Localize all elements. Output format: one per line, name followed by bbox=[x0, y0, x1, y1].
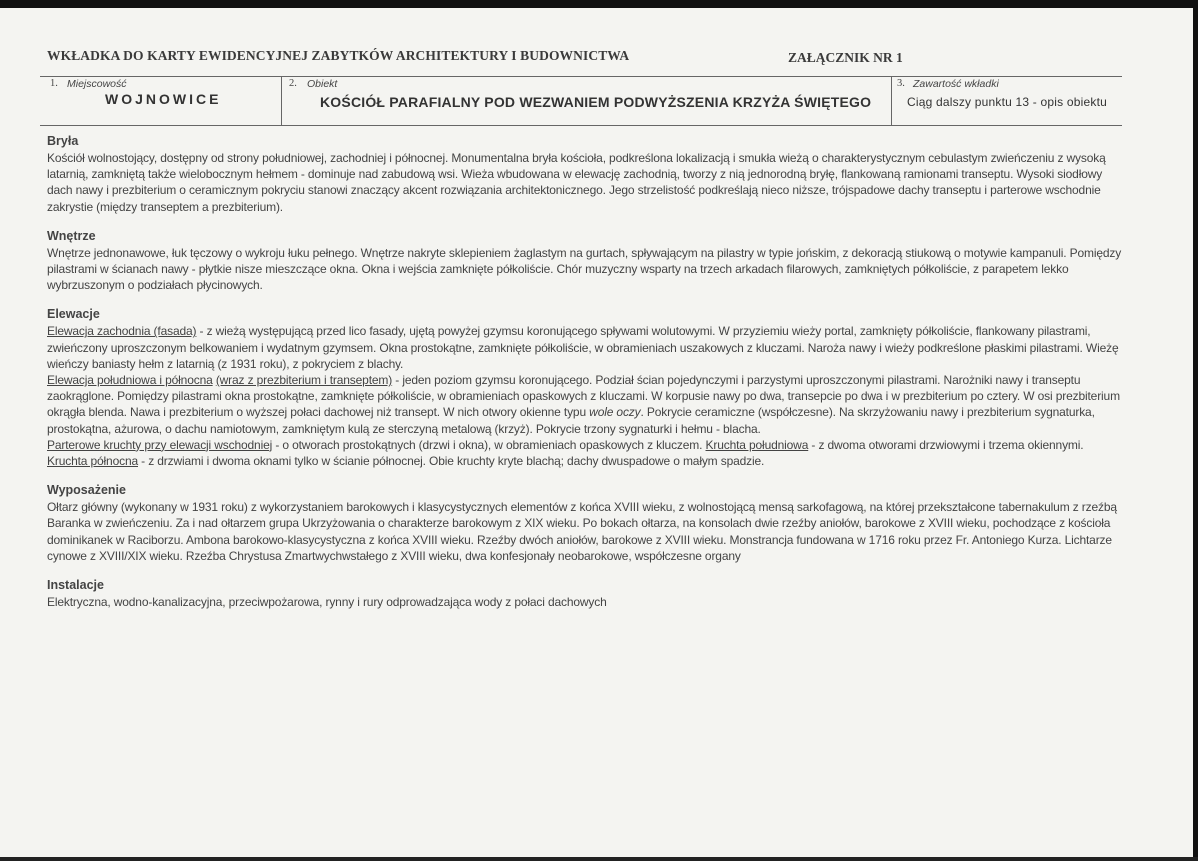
field-locality bbox=[40, 77, 281, 125]
field-label: Miejscowość bbox=[67, 78, 127, 90]
elevation-italic-term: wole oczy bbox=[589, 405, 641, 420]
section-instalacje bbox=[47, 578, 1122, 610]
section-heading: Wnętrze bbox=[47, 228, 96, 243]
porch-north-label: Kruchta północna bbox=[47, 454, 138, 469]
field-number: 3. bbox=[897, 78, 905, 89]
section-text: Elektryczna, wodno-kanalizacyjna, przeciwpożarowa, rynny i rury odprowadzająca wody z połaci dachowych bbox=[47, 595, 607, 610]
section-heading: Instalacje bbox=[47, 578, 104, 593]
annex-number: ZAŁĄCZNIK NR 1 bbox=[788, 50, 903, 65]
elevation-west-label: Elewacja zachodnia (fasada) bbox=[47, 324, 197, 339]
section-wyposazenie bbox=[47, 483, 1122, 564]
scan-border-top bbox=[0, 0, 1198, 8]
scan-border-right bbox=[1193, 0, 1198, 861]
field-value: KOŚCIÓŁ PARAFIALNY POD WEZWANIEM PODWYŻSZENIA KRZYŻA ŚWIĘTEGO bbox=[320, 94, 872, 110]
field-insert-contents bbox=[891, 77, 1123, 125]
scan-border-bottom bbox=[0, 857, 1198, 861]
section-heading: Bryła bbox=[47, 134, 79, 148]
porch-south-text: - z dwoma otworami drzwiowymi i trzema okiennymi. bbox=[808, 437, 1084, 452]
elevation-west-text: - z wieżą występującą przed lico fasady, ujętą powyżej gzymsu koronującego spływami wolutowymi. W przyziemiu wieży portal, zamknięty półkoliście, flankowany pilastrami, zwieńczony uproszczonym belkowaniem i wydatnym gzymsem. Okna prostokątne, zamknięte półkoliście, w obramieniach uszakowych z kluczami. Naroża nawy i wieży podkreślone płaskimi pilastrami. Wieżę wieńczy baniasty hełm z latarnią (z 1931 roku), z pokryciem z blachy. bbox=[47, 324, 1119, 371]
form-title: WKŁADKA DO KARTY EWIDENCYJNEJ ZABYTKÓW ARCHITEKTURY I BUDOWNICTWA bbox=[47, 48, 630, 63]
porches-east-text: - o otworach prostokątnych (drzwi i okna), w obramieniach opaskowych z kluczem. bbox=[272, 437, 706, 452]
elevation-west-paragraph bbox=[47, 323, 1122, 372]
section-heading: Wyposażenie bbox=[47, 483, 126, 498]
porch-north-text: - z drzwiami i dwoma oknami tylko w ścianie północnej. Obie kruchty kryte blachą; dachy dwuspadowe o małym spadzie. bbox=[138, 454, 765, 469]
porches-east-label: Parterowe kruchty przy elewacji wschodniej bbox=[47, 437, 273, 452]
field-object bbox=[281, 77, 892, 125]
field-number: 2. bbox=[289, 78, 297, 89]
header-fields-box bbox=[40, 76, 1122, 126]
porch-south-label: Kruchta południowa bbox=[705, 437, 809, 452]
section-elewacje bbox=[47, 307, 1122, 469]
elevation-south-north-sublabel: (wraz z prezbiterium i transeptem) bbox=[215, 373, 393, 388]
description-content bbox=[47, 134, 1122, 624]
section-text: Wnętrze jednonawowe, łuk tęczowy o wykroju łuku pełnego. Wnętrze nakryte sklepieniem żaglastym na gurtach, spływającym na pilastry w typie jońskim, z dekoracją stiukową o motywie kampanuli. Pomiędzy pilastrami w ścianach nawy - płytkie nisze mieszczące okna. Okna i wejścia zamknięte półkoliście. Chór muzyczny wsparty na trzech arkadach filarowych, zamkniętych półkoliście, z parapetem lekko wybrzuszonym o podziałach płycinowych. bbox=[47, 245, 1122, 293]
field-label: Zawartość wkładki bbox=[913, 78, 999, 90]
field-number: 1. bbox=[50, 78, 58, 89]
field-value: WOJNOWICE bbox=[105, 91, 222, 107]
elevation-south-north-label: Elewacja południowa i północna bbox=[47, 373, 213, 388]
section-bryla bbox=[47, 134, 1122, 215]
section-text: Kościół wolnostojący, dostępny od strony południowej, zachodniej i północnej. Monumentalna bryła kościoła, podkreślona lokalizacją i smukła wieżą o charakterystycznym cebulastym zwieńczeniu z wysoką latarnią, zamkniętą także wielobocznym hełmem - dominuje nad zabudową wsi. Wieża wbudowana w elewację zachodnią, tworzy z nią jednorodną bryłę, flankowaną ramionami transeptu. Wysoki siodłowy dach nawy i prezbiterium o ceramicznym pokryciu stanowi znaczący akcent rozwiązania architektonicznego. Jego strzelistość podkreślają nieco niższe, trójspadowe dachy transeptu i parterowe wschodnie zakrystie (między transeptem a prezbiterium). bbox=[47, 151, 1106, 214]
section-wnetrze bbox=[47, 229, 1122, 294]
elevation-south-north-text-cont: . Pokrycie ceramiczne (współczesne). Na skrzyżowaniu nawy i prezbiterium sygnaturka, prostokątna, ażurowa, o dachu namiotowym, zamkniętym kulą ze sterczyną metalową (krzyż). Pokrycie trzony sygnaturki i hełmu - blacha. bbox=[47, 405, 1095, 436]
section-heading: Elewacje bbox=[47, 307, 100, 322]
elevation-south-north-paragraph bbox=[47, 372, 1122, 437]
field-value: Ciąg dalszy punktu 13 - opis obiektu bbox=[907, 95, 1107, 109]
elevation-south-north-text: - jeden poziom gzymsu koronującego. Podział ścian pojedynczymi i parzystymi uproszczonymi pilastrami. Narożniki nawy i transeptu zaokrąglone. Pomiędzy pilastrami okna prostokątne, zamknięte półkoliście, w obramieniach opaskowych z kluczami. W korpusie nawy po dwa, transepcie po dwa i w prezbiterium po cztery. W osi prezbiterium okrągła blenda. Nawa i prezbiterium o wyższej połaci dachowej niż transept. W nich otwory okienne typu bbox=[47, 373, 1120, 420]
porches-paragraph bbox=[47, 437, 1122, 469]
field-label: Obiekt bbox=[307, 78, 338, 90]
section-text: Ołtarz główny (wykonany w 1931 roku) z wykorzystaniem barokowych i klasycystycznych elementów z końca XVIII wieku, z wolnostojącą mensą sarkofagową, na której przekształcone tabernakulum z rzeźbą Baranka w zwieńczeniu. Za i nad ołtarzem grupa Ukrzyżowania o charakterze barokowym z XIX wieku. Po bokach ołtarza, na konsolach dwie rzeźby aniołów, barokowe z XVIII wieku, pochodzące z kościoła dominikanek w Raciborzu. Ambona barokowo-klasycystyczna z końca XVIII wieku. Rzeźby dwóch aniołów, barokowe z XVIII wieku. Monstrancja fundowana w 1716 roku przez Fr. Antoniego Kurza. Lichtarze cynowe z XVIII/XIX wieku. Rzeźba Chrystusa Zmartwychwstałego z XVIII wieku, dwa konfesjonały neobarokowe, współczesne organy bbox=[47, 500, 1117, 563]
